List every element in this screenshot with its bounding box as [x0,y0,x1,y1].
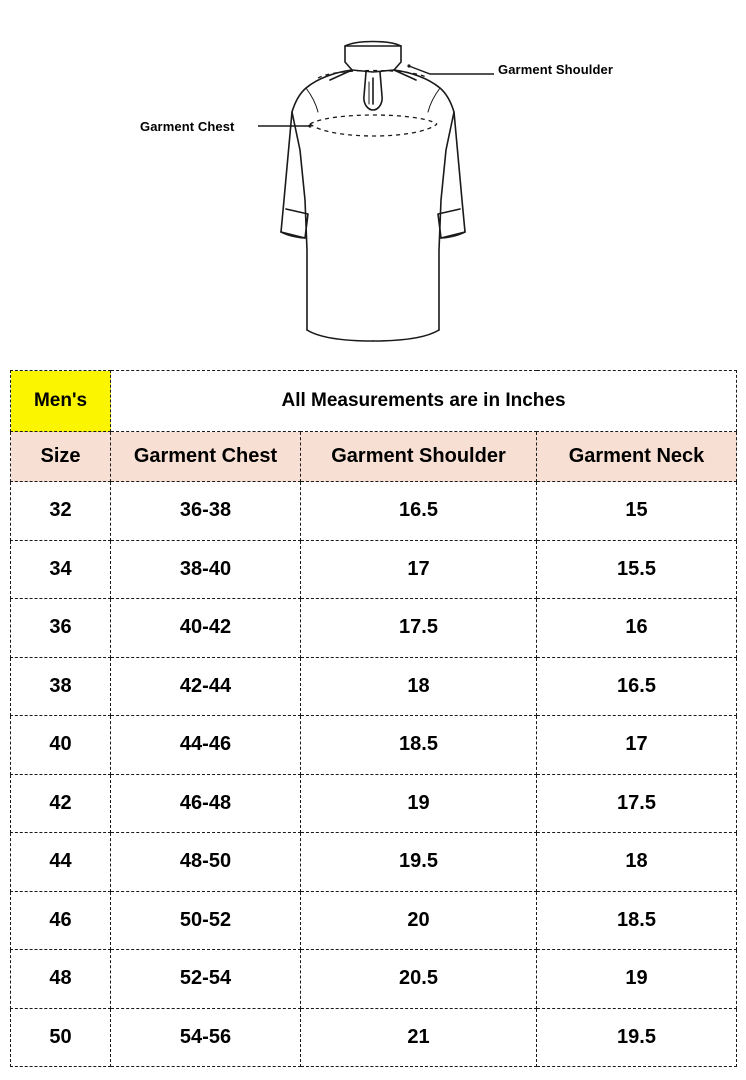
cell-shoulder: 20.5 [301,950,537,1009]
measurement-unit-note: All Measurements are in Inches [111,371,737,432]
cell-size: 42 [11,774,111,833]
cell-chest: 52-54 [111,950,301,1009]
cell-size: 46 [11,891,111,950]
table-row [11,540,737,599]
cell-shoulder: 21 [301,1008,537,1067]
table-row [11,833,737,892]
size-chart-container [10,370,736,1067]
kurta-line-drawing [0,0,746,368]
cell-chest: 44-46 [111,716,301,775]
cell-chest: 50-52 [111,891,301,950]
cell-size: 40 [11,716,111,775]
cell-shoulder: 20 [301,891,537,950]
cell-neck: 17 [537,716,737,775]
header-garment-neck: Garment Neck [537,432,737,482]
table-row [11,716,737,775]
cell-neck: 18.5 [537,891,737,950]
cell-size: 36 [11,599,111,658]
cell-shoulder: 17 [301,540,537,599]
table-title-row [11,371,737,432]
cell-neck: 16.5 [537,657,737,716]
table-row [11,657,737,716]
cell-shoulder: 16.5 [301,482,537,541]
cell-shoulder: 19 [301,774,537,833]
cell-neck: 16 [537,599,737,658]
cell-chest: 48-50 [111,833,301,892]
cell-chest: 38-40 [111,540,301,599]
cell-chest: 42-44 [111,657,301,716]
cell-size: 38 [11,657,111,716]
cell-neck: 17.5 [537,774,737,833]
cell-chest: 36-38 [111,482,301,541]
label-garment-shoulder: Garment Shoulder [498,62,614,77]
table-row [11,1008,737,1067]
cell-neck: 15.5 [537,540,737,599]
table-row [11,482,737,541]
table-row [11,774,737,833]
cell-size: 50 [11,1008,111,1067]
cell-size: 48 [11,950,111,1009]
cell-shoulder: 18 [301,657,537,716]
table-row [11,599,737,658]
mens-label: Men's [11,371,111,432]
size-chart-table [10,370,737,1067]
table-header-row [11,432,737,482]
cell-shoulder: 19.5 [301,833,537,892]
cell-shoulder: 17.5 [301,599,537,658]
cell-neck: 15 [537,482,737,541]
cell-neck: 18 [537,833,737,892]
shoulder-leader-line [409,66,494,74]
header-garment-shoulder: Garment Shoulder [301,432,537,482]
garment-illustration [0,0,746,368]
header-size: Size [11,432,111,482]
table-row [11,950,737,1009]
label-garment-chest: Garment Chest [140,119,235,134]
cell-neck: 19 [537,950,737,1009]
cell-chest: 46-48 [111,774,301,833]
cell-neck: 19.5 [537,1008,737,1067]
cell-size: 32 [11,482,111,541]
cell-chest: 54-56 [111,1008,301,1067]
cell-shoulder: 18.5 [301,716,537,775]
cell-size: 34 [11,540,111,599]
cell-chest: 40-42 [111,599,301,658]
cell-size: 44 [11,833,111,892]
table-row [11,891,737,950]
header-garment-chest: Garment Chest [111,432,301,482]
